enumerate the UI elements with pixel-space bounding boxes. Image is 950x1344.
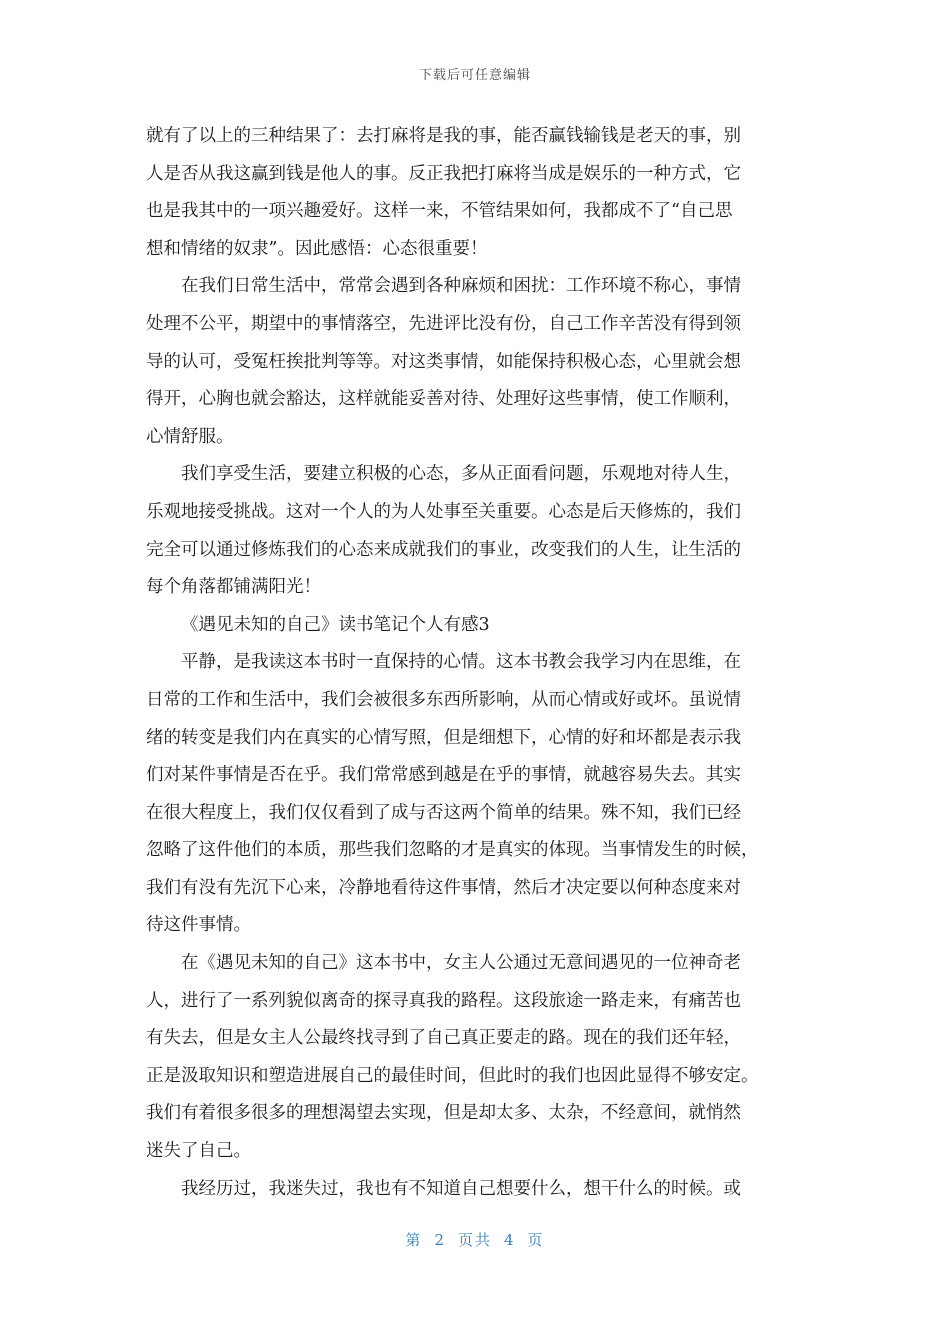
text-line: 心情舒服。 xyxy=(146,426,234,447)
paragraph xyxy=(146,456,806,606)
text-line: 《遇见未知的自己》读书笔记个人有感3 xyxy=(181,614,490,635)
text-line: 们对某件事情是否在乎。我们常常感到越是在乎的事情，就越容易失去。其实 xyxy=(146,765,741,786)
footer-total-pages: 4 xyxy=(504,1231,516,1249)
text-line: 想和情绪的奴隶”。因此感悟：心态很重要！ xyxy=(146,238,488,259)
page-header: 下载后可任意编辑 xyxy=(418,68,531,83)
text-line: 我们有没有先沉下心来，冷静地看待这件事情，然后才决定要以何种态度来对 xyxy=(146,877,741,898)
paragraph xyxy=(146,945,806,1171)
footer-word-of: 页共 xyxy=(457,1231,492,1249)
text-line: 正是汲取知识和塑造进展自己的最佳时间，但此时的我们也因此显得不够安定。 xyxy=(146,1065,759,1086)
text-line: 有失去，但是女主人公最终找寻到了自己真正要走的路。现在的我们还年轻， xyxy=(146,1028,741,1049)
text-line: 我经历过，我迷失过，我也有不知道自己想要什么，想干什么的时候。或 xyxy=(181,1178,741,1199)
text-line: 迷失了自己。 xyxy=(146,1141,251,1162)
footer-word-page: 第 xyxy=(405,1231,423,1249)
text-line: 在《遇见未知的自己》这本书中，女主人公通过无意间遇见的一位神奇老 xyxy=(181,953,741,974)
text-line: 我们享受生活，要建立积极的心态，多从正面看问题，乐观地对待人生， xyxy=(181,464,741,485)
paragraph xyxy=(146,268,806,456)
text-line: 人是否从我这赢到钱是他人的事。反正我把打麻将当成是娱乐的一种方式，它 xyxy=(146,163,741,184)
paragraph xyxy=(146,644,806,945)
text-line: 绪的转变是我们内在真实的心情写照，但是细想下，心情的好和坏都是表示我 xyxy=(146,727,741,748)
text-line: 待这件事情。 xyxy=(146,915,251,936)
footer-current-page: 2 xyxy=(434,1231,446,1249)
text-line: 处理不公平，期望中的事情落空，先进评比没有份，自己工作辛苦没有得到领 xyxy=(146,313,741,334)
text-line: 导的认可，受冤枉挨批判等等。对这类事情，如能保持积极心态，心里就会想 xyxy=(146,351,741,372)
text-line: 得开，心胸也就会豁达，这样就能妥善对待、处理好这些事情，使工作顺利， xyxy=(146,389,741,410)
text-line: 在很大程度上，我们仅仅看到了成与否这两个简单的结果。殊不知，我们已经 xyxy=(146,802,741,823)
text-line: 每个角落都铺满阳光！ xyxy=(146,577,321,598)
text-line: 我们有着很多很多的理想渴望去实现，但是却太多、太杂，不经意间，就悄然 xyxy=(146,1103,741,1124)
text-line: 就有了以上的三种结果了：去打麻将是我的事，能否赢钱输钱是老天的事，别 xyxy=(146,126,741,146)
text-line: 在我们日常生活中，常常会遇到各种麻烦和困扰：工作环境不称心，事情 xyxy=(181,276,741,297)
text-line: 完全可以通过修炼我们的心态来成就我们的事业，改变我们的人生，让生活的 xyxy=(146,539,741,560)
paragraph xyxy=(146,1171,806,1209)
text-line: 也是我其中的一项兴趣爱好。这样一来，不管结果如何，我都成不了“自己思 xyxy=(146,201,733,222)
paragraph xyxy=(146,118,806,268)
text-line: 忽略了这件他们的本质，那些我们忽略的才是真实的体现。当事情发生的时候， xyxy=(146,840,759,861)
text-line: 乐观地接受挑战。这对一个人的为人处事至关重要。心态是后天修炼的，我们 xyxy=(146,501,741,522)
paragraph xyxy=(146,607,806,645)
footer-word-page-end: 页 xyxy=(527,1231,545,1249)
page-footer xyxy=(0,1229,950,1250)
text-line: 平静，是我读这本书时一直保持的心情。这本书教会我学习内在思维，在 xyxy=(181,652,741,673)
text-line: 日常的工作和生活中，我们会被很多东西所影响，从而心情或好或坏。虽说情 xyxy=(146,689,741,710)
text-line: 人，进行了一系列貌似离奇的探寻真我的路程。这段旅途一路走来，有痛苦也 xyxy=(146,990,741,1011)
document-body xyxy=(146,118,806,1208)
